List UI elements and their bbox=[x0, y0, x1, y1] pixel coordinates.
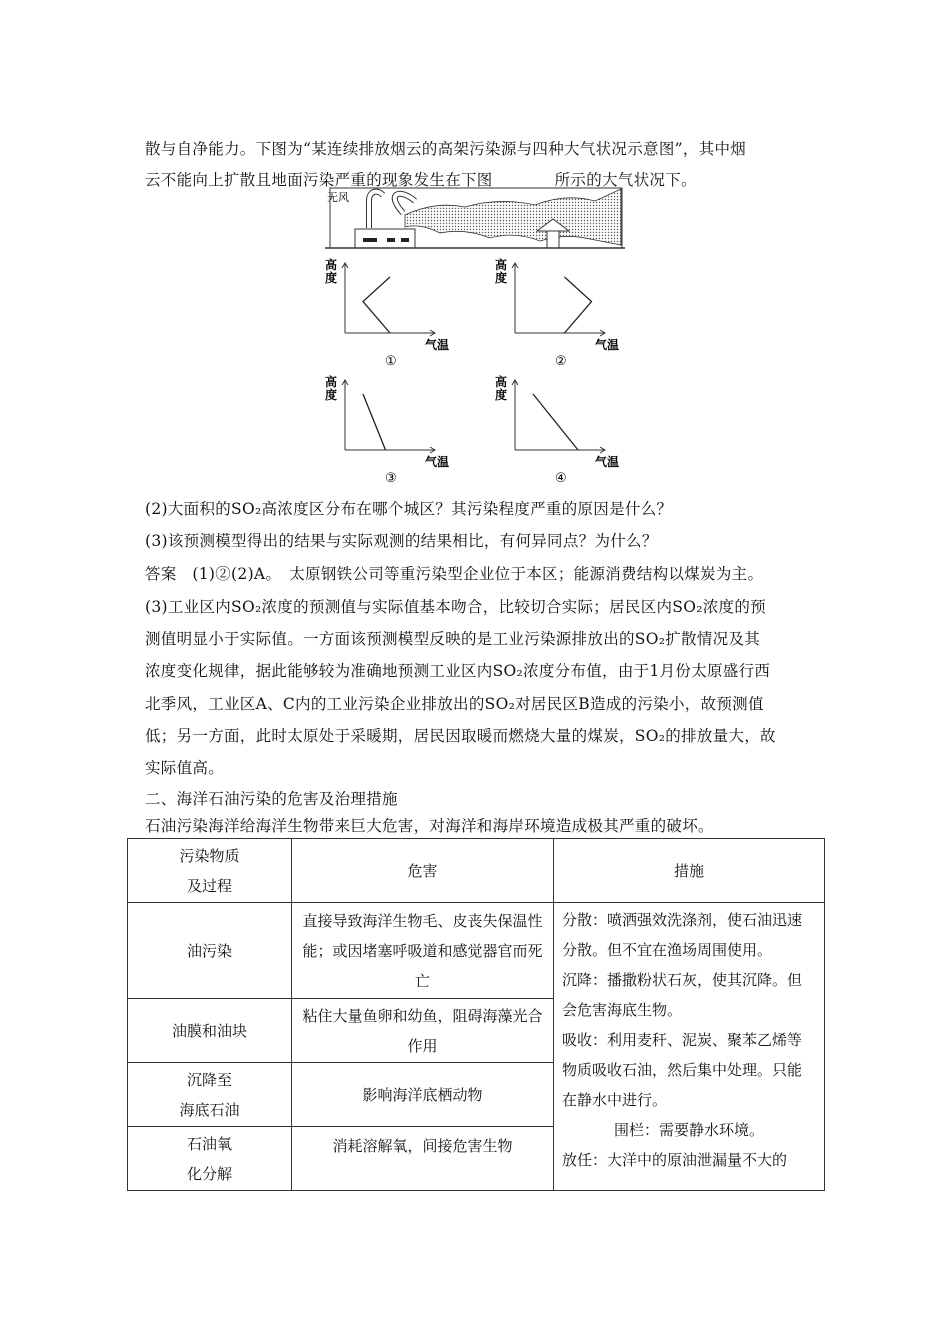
house-body bbox=[547, 231, 559, 248]
temperature-profile-line bbox=[363, 394, 386, 450]
measure-disperse: 分散：喷洒强效洗涤剂，使石油迅速分散。但不宜在渔场周围使用。 bbox=[562, 911, 803, 959]
cell-harm: 影响海洋底栖动物 bbox=[292, 1063, 554, 1127]
question-3: (3)该预测模型得出的结果与实际观测的结果相比，有何异同点？为什么？ bbox=[145, 532, 658, 550]
answer-line: 浓度变化规律，据此能够较为准确地预测工业区内SO₂浓度分布值，由于1月份太原盛行西 bbox=[145, 662, 771, 680]
x-axis-label: 气温 bbox=[425, 455, 450, 469]
y-axis-label: 度 bbox=[495, 271, 508, 285]
cell-harm: 消耗溶解氧，间接危害生物 bbox=[292, 1127, 554, 1191]
panel-number: ② bbox=[555, 354, 567, 369]
header-substance: 污染物质 及过程 bbox=[128, 839, 292, 903]
section-heading: 二、海洋石油污染的危害及治理措施 bbox=[145, 790, 398, 808]
profile-panel bbox=[495, 372, 635, 490]
measure-boom: 围栏：需要静水环境。 bbox=[613, 1121, 764, 1139]
cell-harm: 直接导致海洋生物毛、皮丧失保温性能；或因堵塞呼吸道和感觉器官而死亡 bbox=[292, 903, 554, 999]
answer-line: (3)工业区内SO₂浓度的预测值与实际值基本吻合，比较切合实际；居民区内SO₂浓度的预 bbox=[145, 598, 766, 616]
cell-measures bbox=[554, 903, 825, 1191]
panel-number: ④ bbox=[555, 471, 567, 486]
cell-substance: 油膜和油块 bbox=[128, 999, 292, 1063]
y-axis-label: 高 bbox=[325, 258, 338, 272]
profile-panel bbox=[495, 255, 635, 373]
temperature-profile-line bbox=[565, 277, 592, 333]
panel-number: ① bbox=[385, 354, 397, 369]
y-axis-label: 高 bbox=[495, 258, 508, 272]
cell-substance: 石油氧 化分解 bbox=[128, 1127, 292, 1191]
intro-line-2b: 所示的大气状况下。 bbox=[554, 171, 697, 189]
answer-line: 北季风，工业区A、C内的工业污染企业排放出的SO₂对居民区B造成的污染小，故预测值 bbox=[145, 695, 764, 713]
profile-panel bbox=[325, 372, 465, 490]
answer-line: 测值明显小于实际值。一方面该预测模型反映的是工业污染源排放出的SO₂扩散情况及其 bbox=[145, 630, 761, 648]
y-axis-label: 度 bbox=[495, 388, 508, 402]
temperature-profile-line bbox=[533, 394, 578, 450]
answer-line: 低；另一方面，此时太原处于采暖期，居民因取暖而燃烧大量的煤炭，SO₂的排放量大，故 bbox=[145, 727, 776, 745]
factory-window bbox=[387, 238, 395, 242]
temperature-profile-line bbox=[363, 277, 390, 333]
y-axis-label: 度 bbox=[325, 271, 338, 285]
measure-leave: 放任：大洋中的原油泄漏量不大的 bbox=[562, 1151, 788, 1169]
table-header-row bbox=[128, 839, 825, 903]
question-2: (2)大面积的SO₂高浓度区分布在哪个城区？其污染程度严重的原因是什么？ bbox=[145, 500, 673, 518]
smokestack-figure bbox=[325, 183, 625, 253]
y-axis-label: 高 bbox=[325, 375, 338, 389]
intro-line-1: 散与自净能力。下图为“某连续排放烟云的高架污染源与四种大气状况示意图”，其中烟 bbox=[145, 140, 747, 158]
x-axis-label: 气温 bbox=[425, 338, 450, 352]
x-axis-label: 气温 bbox=[595, 338, 620, 352]
cell-substance: 油污染 bbox=[128, 903, 292, 999]
profile-panel bbox=[325, 255, 465, 373]
factory-window bbox=[363, 238, 377, 242]
header-harm: 危害 bbox=[292, 839, 554, 903]
y-axis-label: 度 bbox=[325, 388, 338, 402]
answer-line: 实际值高。 bbox=[145, 759, 225, 777]
panel-number: ③ bbox=[385, 471, 397, 486]
oil-pollution-table bbox=[127, 838, 825, 1191]
answer-line-1: 答案 (1)②(2)A。 太原钢铁公司等重污染型企业位于本区；能源消费结构以煤炭为主。 bbox=[145, 565, 764, 583]
factory-window bbox=[401, 238, 409, 242]
measure-settle: 沉降：播撒粉状石灰，使其沉降。但会危害海底生物。 bbox=[562, 971, 803, 1019]
y-axis-label: 高 bbox=[495, 375, 508, 389]
header-measures: 措施 bbox=[554, 839, 825, 903]
table-row bbox=[128, 903, 825, 999]
cell-harm: 粘住大量鱼卵和幼鱼，阻碍海藻光合作用 bbox=[292, 999, 554, 1063]
wind-label: 无风 bbox=[327, 191, 349, 204]
section-intro: 石油污染海洋给海洋生物带来巨大危害，对海洋和海岸环境造成极其严重的破坏。 bbox=[145, 817, 714, 835]
x-axis-label: 气温 bbox=[595, 455, 620, 469]
smoke-plume bbox=[405, 189, 621, 245]
intro-line-2a: 云不能向上扩散且地面污染严重的现象发生在下图 bbox=[145, 171, 493, 189]
cell-substance: 沉降至 海底石油 bbox=[128, 1063, 292, 1127]
measure-absorb: 吸收：利用麦秆、泥炭、聚苯乙烯等物质吸收石油，然后集中处理。只能在静水中进行。 bbox=[562, 1031, 803, 1109]
